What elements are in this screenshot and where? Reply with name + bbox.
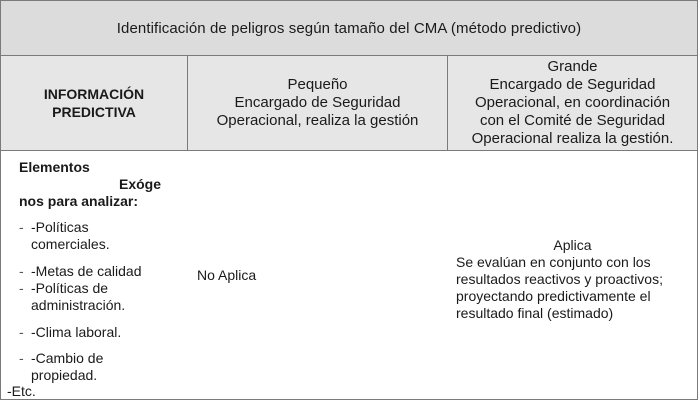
large-value: Aplica xyxy=(553,237,592,253)
list-item-line: -Metas de calidad xyxy=(31,263,142,279)
list-item-line: propiedad. xyxy=(31,367,98,383)
list-item-line: comerciales. xyxy=(31,236,110,252)
elements-label: Elementos xyxy=(19,159,90,175)
list-bullet: - xyxy=(19,350,24,366)
large-description-line: resultado final (estimado) xyxy=(456,305,614,321)
list-item-text xyxy=(31,350,181,384)
header-col1-line: PREDICTIVA xyxy=(52,104,136,120)
header-col1-line: INFORMACIÓN xyxy=(43,86,145,102)
list-item-text xyxy=(31,219,181,253)
list-bullet: - xyxy=(19,219,24,235)
large-description xyxy=(448,254,692,322)
etc-label: -Etc. xyxy=(7,383,36,399)
list-item-line: -Políticas de xyxy=(31,280,109,296)
list-bullet: - xyxy=(19,324,24,340)
small-value-cell xyxy=(197,267,256,283)
header-col2-line: Encargado de Seguridad xyxy=(234,94,401,111)
large-description-line: Se evalúan en conjunto con los xyxy=(456,254,651,270)
list-item-line: -Cambio de xyxy=(31,350,104,366)
header-col2-line: Pequeño xyxy=(287,76,348,93)
header-predictive-info xyxy=(1,56,187,150)
header-col3-line: Grande xyxy=(547,58,598,75)
list-item-text xyxy=(31,324,181,341)
header-row xyxy=(1,56,697,151)
large-value-cell xyxy=(448,237,697,322)
list-item-line: -Clima laboral. xyxy=(31,324,122,340)
header-small xyxy=(188,56,447,150)
large-description-line: resultados reactivos y proactivos; xyxy=(456,271,663,287)
list-item-text xyxy=(31,263,181,280)
header-col3-line: Operacional, en coordinación xyxy=(474,94,671,111)
header-col3-line: Encargado de Seguridad xyxy=(489,76,656,93)
list-item-line: -Políticas xyxy=(31,219,89,235)
elements-exogenous: Exóge xyxy=(119,176,162,192)
elements-to-analyze: nos para analizar: xyxy=(19,193,139,209)
table-title xyxy=(1,1,697,56)
list-item-line: administración. xyxy=(31,297,126,313)
header-large xyxy=(448,56,697,150)
small-value: No Aplica xyxy=(197,267,257,283)
predictive-elements-cell xyxy=(1,151,187,399)
list-item-text xyxy=(31,280,181,314)
body-row xyxy=(1,151,697,399)
list-bullet: - xyxy=(19,280,24,296)
list-bullet: - xyxy=(19,263,24,279)
large-description-line: proyectando predictivamente el xyxy=(456,288,651,304)
header-col2-line: Operacional, realiza la gestión xyxy=(216,112,419,129)
table-title-text: Identificación de peligros según tamaño del CMA (método predictivo) xyxy=(116,19,582,37)
header-col3-line: Operacional realiza la gestión. xyxy=(471,130,674,147)
header-col3-line: con el Comité de Seguridad xyxy=(479,112,666,129)
